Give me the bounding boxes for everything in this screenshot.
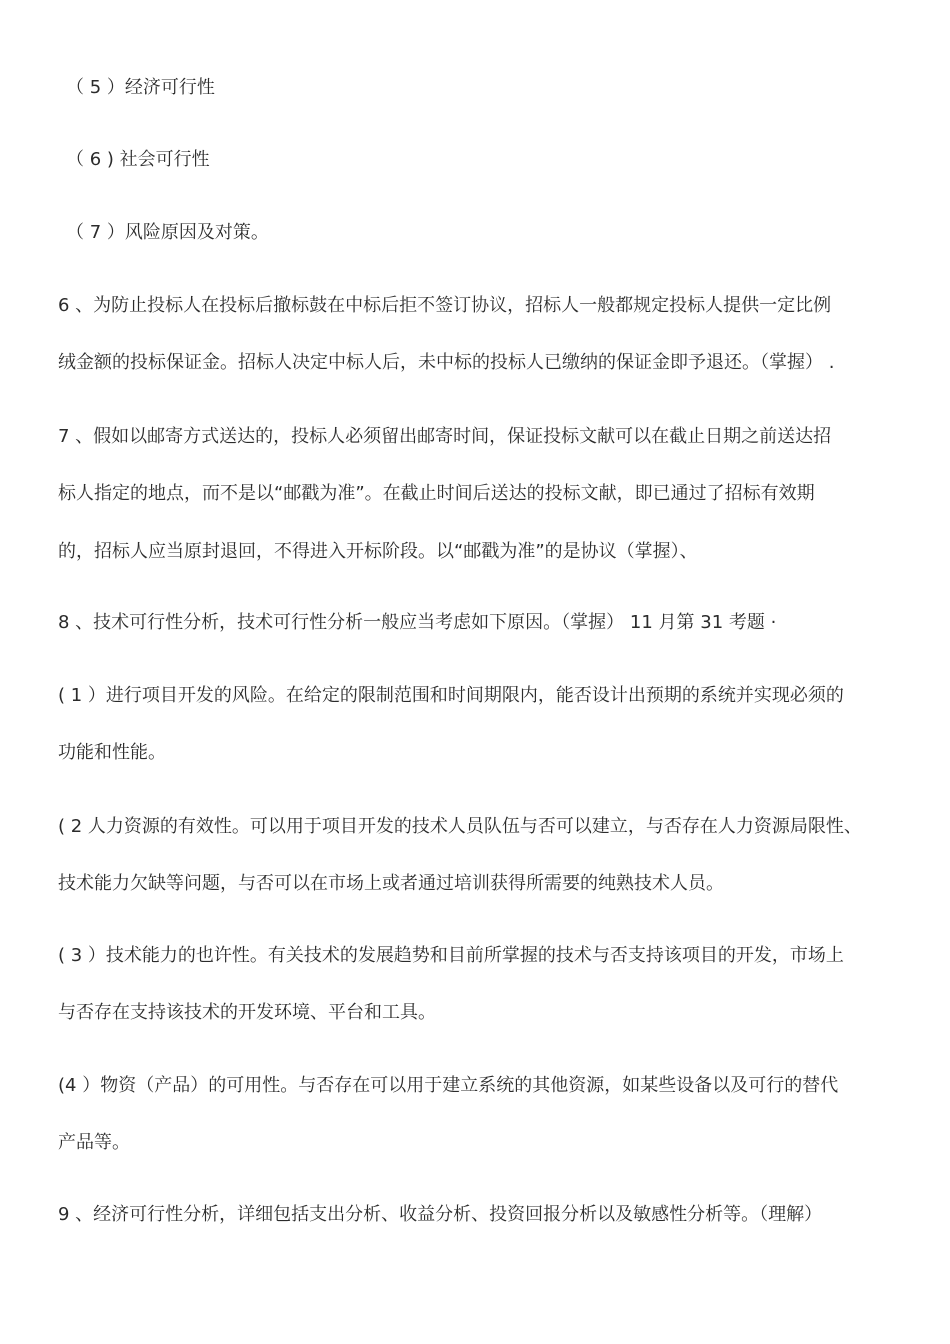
paragraph-6-line-1: 6 、为防止投标人在投标后撤标鼓在中标后拒不签订协议，招标人一般都规定投标人提供一定比例 <box>58 295 832 316</box>
paragraph-7-line-3: 的，招标人应当原封退回，不得进入开标阶段。以“邮戳为准”的是协议（掌握）、 <box>58 541 698 562</box>
paragraph-9: 9 、经济可行性分析，详细包括支出分析、收益分析、投资回报分析以及敏感性分析等。（理解） <box>58 1204 823 1225</box>
list-item-risk-factors: （ 7 ）风险原因及对策。 <box>66 222 269 243</box>
item-1-line-2: 功能和性能。 <box>58 742 166 763</box>
item-1-line-1: ( 1 ）进行项目开发的风险。在给定的限制范围和时间期限内，能否设计出预期的系统并实现必须的 <box>58 685 844 706</box>
item-2-line-2: 技术能力欠缺等问题，与否可以在市场上或者通过培训获得所需要的纯熟技术人员。 <box>58 873 724 894</box>
paragraph-8-heading: 8 、技术可行性分析，技术可行性分析一般应当考虑如下原因。（掌握） 11 月第 31 考题 · <box>58 612 777 633</box>
item-3-line-2: 与否存在支持该技术的开发环境、平台和工具。 <box>58 1002 436 1023</box>
paragraph-6-line-2: 绒金额的投标保证金。招标人决定中标人后，未中标的投标人已缴纳的保证金即予退还。（掌握） . <box>58 352 835 373</box>
list-item-social-feasibility: （ 6 ) 社会可行性 <box>66 149 210 170</box>
item-3-line-1: ( 3 ）技术能力的也许性。有关技术的发展趋势和目前所掌握的技术与否支持该项目的开发，市场上 <box>58 945 844 966</box>
paragraph-7-line-1: 7 、假如以邮寄方式送达的，投标人必须留出邮寄时间，保证投标文献可以在截止日期之前送达招 <box>58 426 832 447</box>
list-item-economic-feasibility: （ 5 ）经济可行性 <box>66 77 215 98</box>
item-4-line-1: (4 ）物资（产品）的可用性。与否存在可以用于建立系统的其他资源，如某些设备以及可行的替代 <box>58 1075 839 1096</box>
paragraph-7-line-2: 标人指定的地点，而不是以“邮戳为准”。在截止时间后送达的投标文献，即已通过了招标有效期 <box>58 483 815 504</box>
item-4-line-2: 产品等。 <box>58 1132 130 1153</box>
item-2-line-1: ( 2 人力资源的有效性。可以用于项目开发的技术人员队伍与否可以建立，与否存在人力资源局限性、 <box>58 816 862 837</box>
